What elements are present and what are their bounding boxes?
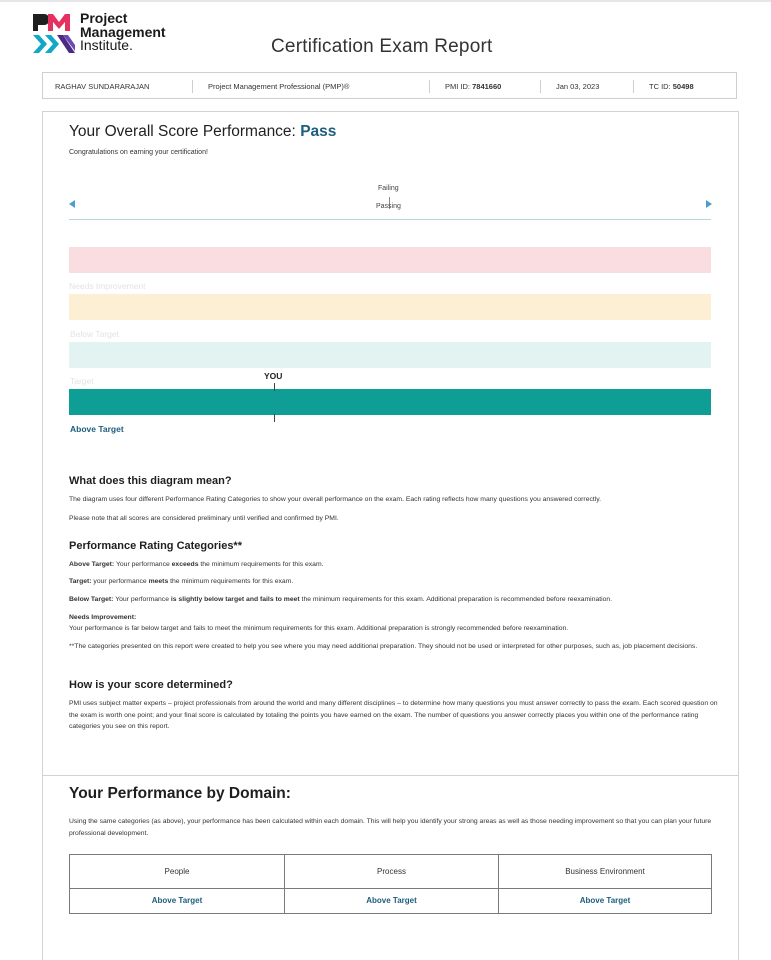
logo-line-1: Project: [80, 10, 128, 26]
report-title: Certification Exam Report: [271, 36, 493, 57]
info-separator: [429, 80, 430, 93]
pmi-logo: [33, 12, 173, 57]
congrats-text: Congratulations on earning your certification!: [69, 149, 208, 156]
tc-id-label: TC ID:: [649, 82, 671, 91]
category-above-target: [69, 559, 324, 571]
domain-name: Process: [377, 867, 406, 876]
domain-name: Business Environment: [565, 867, 645, 876]
score-determined-text: PMI uses subject matter experts – project professionals from around the world and many different disciplines – to determine how many questions you must answer correctly to pass the exam. Each scored question on the exam is worth one point; and your final score is calculated by totaling the points you have earned on the exam. The number of questions you answer correctly places you within one of the performance rating categories you see on this report.: [69, 700, 718, 730]
pmi-logo-mark-icon: [33, 14, 75, 54]
band-needs-improvement: [69, 247, 711, 273]
logo-line-3: Institute.: [80, 37, 133, 53]
diagram-meaning-p1: The diagram uses four different Performance Rating Categories to show your overall performance on the exam. Each rating reflects how many questions you answered correctly.: [69, 496, 602, 503]
candidate-name: RAGHAV SUNDARARAJAN: [55, 82, 150, 91]
overall-score-heading: [69, 123, 336, 141]
category-emphasis: meets: [148, 578, 169, 585]
info-separator: [540, 80, 541, 93]
score-scale-line: [69, 219, 711, 220]
tc-id-value: 50498: [672, 82, 694, 91]
domain-name: People: [164, 867, 190, 876]
category-needs-improvement-text: Your performance is far below target and fails to meet the minimum requirements for this exam. Additional preparation is strongly recommended before reexamination.: [69, 625, 569, 632]
you-marker-bottom: [274, 414, 275, 422]
diagram-meaning-heading: What does this diagram mean?: [69, 475, 232, 487]
you-marker-label: YOU: [264, 371, 283, 381]
arrow-left-icon: [69, 200, 75, 208]
category-below-target: [69, 594, 612, 606]
domain-rating: Above Target: [579, 896, 631, 905]
category-text: the minimum requirements for this exam.: [168, 578, 294, 585]
info-separator: [633, 80, 634, 93]
categories-footnote: **The categories presented on this report were created to help you see where you may need additional preparation. They should not be used or interpreted for other purposes, such as, job placement decisions.: [69, 643, 698, 650]
pmi-id-label: PMI ID:: [445, 82, 471, 91]
score-determined-heading: How is your score determined?: [69, 679, 233, 691]
domain-table-row-separator: [70, 888, 711, 889]
section-divider: [42, 775, 739, 776]
band-label-needs-improvement: Needs Improvement: [69, 281, 146, 291]
band-label-above-target: Above Target: [70, 424, 124, 434]
category-term: Needs Improvement:: [69, 614, 137, 621]
tc-id: [649, 82, 694, 91]
scale-failing-label: Failing: [378, 185, 399, 192]
domain-column-business-environment: [499, 855, 711, 913]
category-term: Below Target:: [69, 596, 114, 603]
band-below-target: [69, 294, 711, 320]
domain-table: [69, 854, 712, 914]
domain-intro-text: Using the same categories (as above), your performance has been calculated within each domain. This will help you identify your strong areas as well as those needing improvement so that you can plan your future professional development.: [69, 818, 712, 837]
logo-line-2: Management: [80, 23, 166, 40]
band-above-target: [69, 389, 711, 415]
category-text: Your performance: [114, 561, 172, 568]
pmi-id: [445, 82, 501, 91]
band-target: [69, 342, 711, 368]
category-target: [69, 576, 293, 588]
category-text: your performance: [91, 578, 149, 585]
category-term: Target:: [69, 578, 92, 585]
domain-column-people: [70, 855, 284, 913]
band-label-below-target: Below Target: [70, 329, 119, 339]
overall-result: Pass: [300, 123, 337, 140]
arrow-right-icon: [706, 200, 712, 208]
band-label-target: Target: [70, 376, 94, 386]
top-rule: [0, 0, 771, 2]
scale-passing-label: Passing: [376, 203, 401, 210]
info-separator: [192, 80, 193, 93]
pmi-id-value: 7841660: [472, 82, 502, 91]
domain-column-process: [285, 855, 498, 913]
overall-heading-text: Your Overall Score Performance:: [69, 123, 296, 140]
certification-name: Project Management Professional (PMP)®: [208, 82, 350, 91]
domain-rating: Above Target: [151, 896, 203, 905]
you-marker-top: [274, 383, 275, 391]
exam-date: Jan 03, 2023: [556, 82, 600, 91]
category-text: Your performance: [113, 596, 171, 603]
category-emphasis: is slightly below target and fails to meet: [170, 596, 300, 603]
logo-wordmark: [80, 12, 166, 53]
category-term: Above Target:: [69, 561, 115, 568]
category-emphasis: exceeds: [171, 561, 199, 568]
category-text: the minimum requirements for this exam.: [198, 561, 324, 568]
domain-heading: Your Performance by Domain:: [69, 785, 291, 802]
candidate-info-bar: [42, 72, 737, 99]
diagram-meaning-p2: Please note that all scores are considered preliminary until verified and confirmed by PMI.: [69, 515, 339, 522]
category-needs-improvement-term: [69, 612, 136, 624]
rating-categories-heading: Performance Rating Categories**: [69, 540, 242, 552]
category-text: the minimum requirements for this exam. Additional preparation is recommended before reexamination.: [299, 596, 613, 603]
domain-rating: Above Target: [366, 896, 417, 905]
